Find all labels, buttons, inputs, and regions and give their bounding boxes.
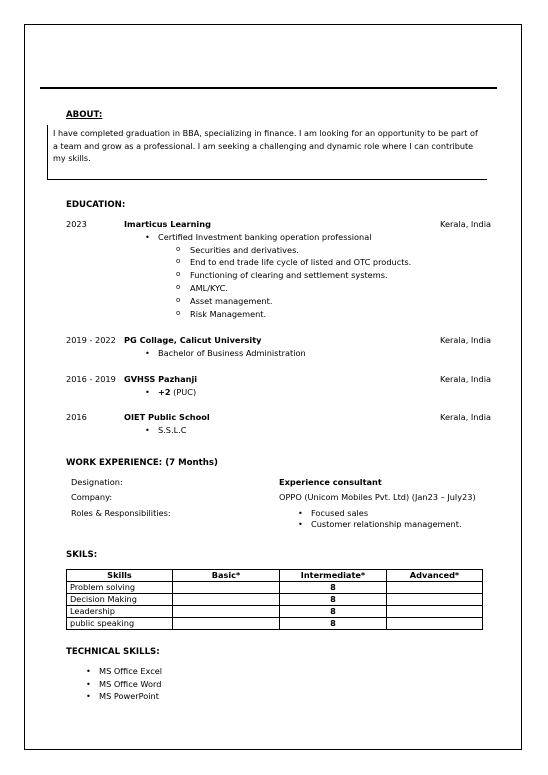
- column-header: Skills: [67, 570, 173, 582]
- table-row: [67, 618, 483, 630]
- skill-basic: [173, 606, 280, 618]
- education-institution: PG Collage, Calicut University: [124, 335, 262, 345]
- education-location: Kerala, India: [440, 412, 491, 422]
- list-item: • MS Office Word: [99, 679, 161, 689]
- skill-advanced: [387, 618, 483, 630]
- list-item: • Focused sales: [311, 508, 368, 518]
- education-location: Kerala, India: [440, 335, 491, 345]
- company-value: OPPO (Unicom Mobiles Pvt. Ltd) (Jan23 – July23): [279, 492, 476, 502]
- education-institution: GVHSS Pazhanji: [124, 374, 198, 384]
- skill-intermediate: 8: [280, 594, 387, 606]
- education-program: • Certified Investment banking operation professional: [158, 232, 372, 242]
- education-program: • S.S.L.C: [158, 425, 186, 435]
- list-item: • MS PowerPoint: [99, 691, 159, 701]
- list-item: o Functioning of clearing and settlement systems.: [190, 270, 388, 280]
- skill-intermediate: 8: [280, 606, 387, 618]
- education-program: • Bachelor of Business Administration: [158, 348, 306, 358]
- education-institution: OIET Public School: [124, 412, 210, 422]
- about-heading: ABOUT:: [66, 110, 103, 120]
- list-item: • Customer relationship management.: [311, 519, 462, 529]
- skill-basic: [173, 594, 280, 606]
- skill-name: Decision Making: [67, 594, 173, 606]
- table-row: [67, 582, 483, 594]
- skills-heading: SKILS:: [66, 550, 98, 560]
- skill-basic: [173, 618, 280, 630]
- skill-intermediate: 8: [280, 582, 387, 594]
- column-header: Basic*: [173, 570, 280, 582]
- skills-table: [66, 569, 483, 630]
- designation-value: Experience consultant: [279, 477, 382, 487]
- table-row: [67, 594, 483, 606]
- skill-name: Problem solving: [67, 582, 173, 594]
- table-header-row: [67, 570, 483, 582]
- education-year: 2016: [66, 412, 87, 422]
- company-label: Company:: [71, 492, 113, 502]
- header-rule: [40, 87, 497, 89]
- program-rest: (PUC): [170, 387, 197, 397]
- table-row: [67, 606, 483, 618]
- education-heading: EDUCATION:: [66, 200, 126, 210]
- skill-intermediate: 8: [280, 618, 387, 630]
- education-year: 2023: [66, 219, 87, 229]
- education-year: 2019 - 2022: [66, 335, 116, 345]
- skill-advanced: [387, 582, 483, 594]
- education-year: 2016 - 2019: [66, 374, 116, 384]
- skill-name: public speaking: [67, 618, 173, 630]
- column-header: Advanced*: [387, 570, 483, 582]
- list-item: o End to end trade life cycle of listed and OTC products.: [190, 257, 411, 267]
- skill-name: Leadership: [67, 606, 173, 618]
- about-text: I have completed graduation in BBA, specializing in finance. I am looking for an opportunity to be part of a team and grow as a professional. I am seeking a challenging and dynamic role where I can contribute my skills.: [53, 128, 478, 163]
- education-program: [158, 387, 196, 397]
- list-item: o Risk Management.: [190, 309, 266, 319]
- column-header: Intermediate*: [280, 570, 387, 582]
- education-location: Kerala, India: [440, 219, 491, 229]
- technical-skills-heading: TECHNICAL SKILLS:: [66, 647, 160, 657]
- education-institution: Imarticus Learning: [124, 219, 211, 229]
- designation-label: Designation:: [71, 477, 123, 487]
- list-item: o Securities and derivatives.: [190, 245, 299, 255]
- list-item: o AML/KYC.: [190, 283, 228, 293]
- work-heading: WORK EXPERIENCE: (7 Months): [66, 458, 218, 468]
- skill-advanced: [387, 606, 483, 618]
- skill-advanced: [387, 594, 483, 606]
- education-location: Kerala, India: [440, 374, 491, 384]
- skill-basic: [173, 582, 280, 594]
- program-bold: +2: [158, 387, 171, 397]
- roles-label: Roles & Responsibilities:: [71, 508, 171, 518]
- list-item: o Asset management.: [190, 296, 272, 306]
- list-item: • MS Office Excel: [99, 666, 162, 676]
